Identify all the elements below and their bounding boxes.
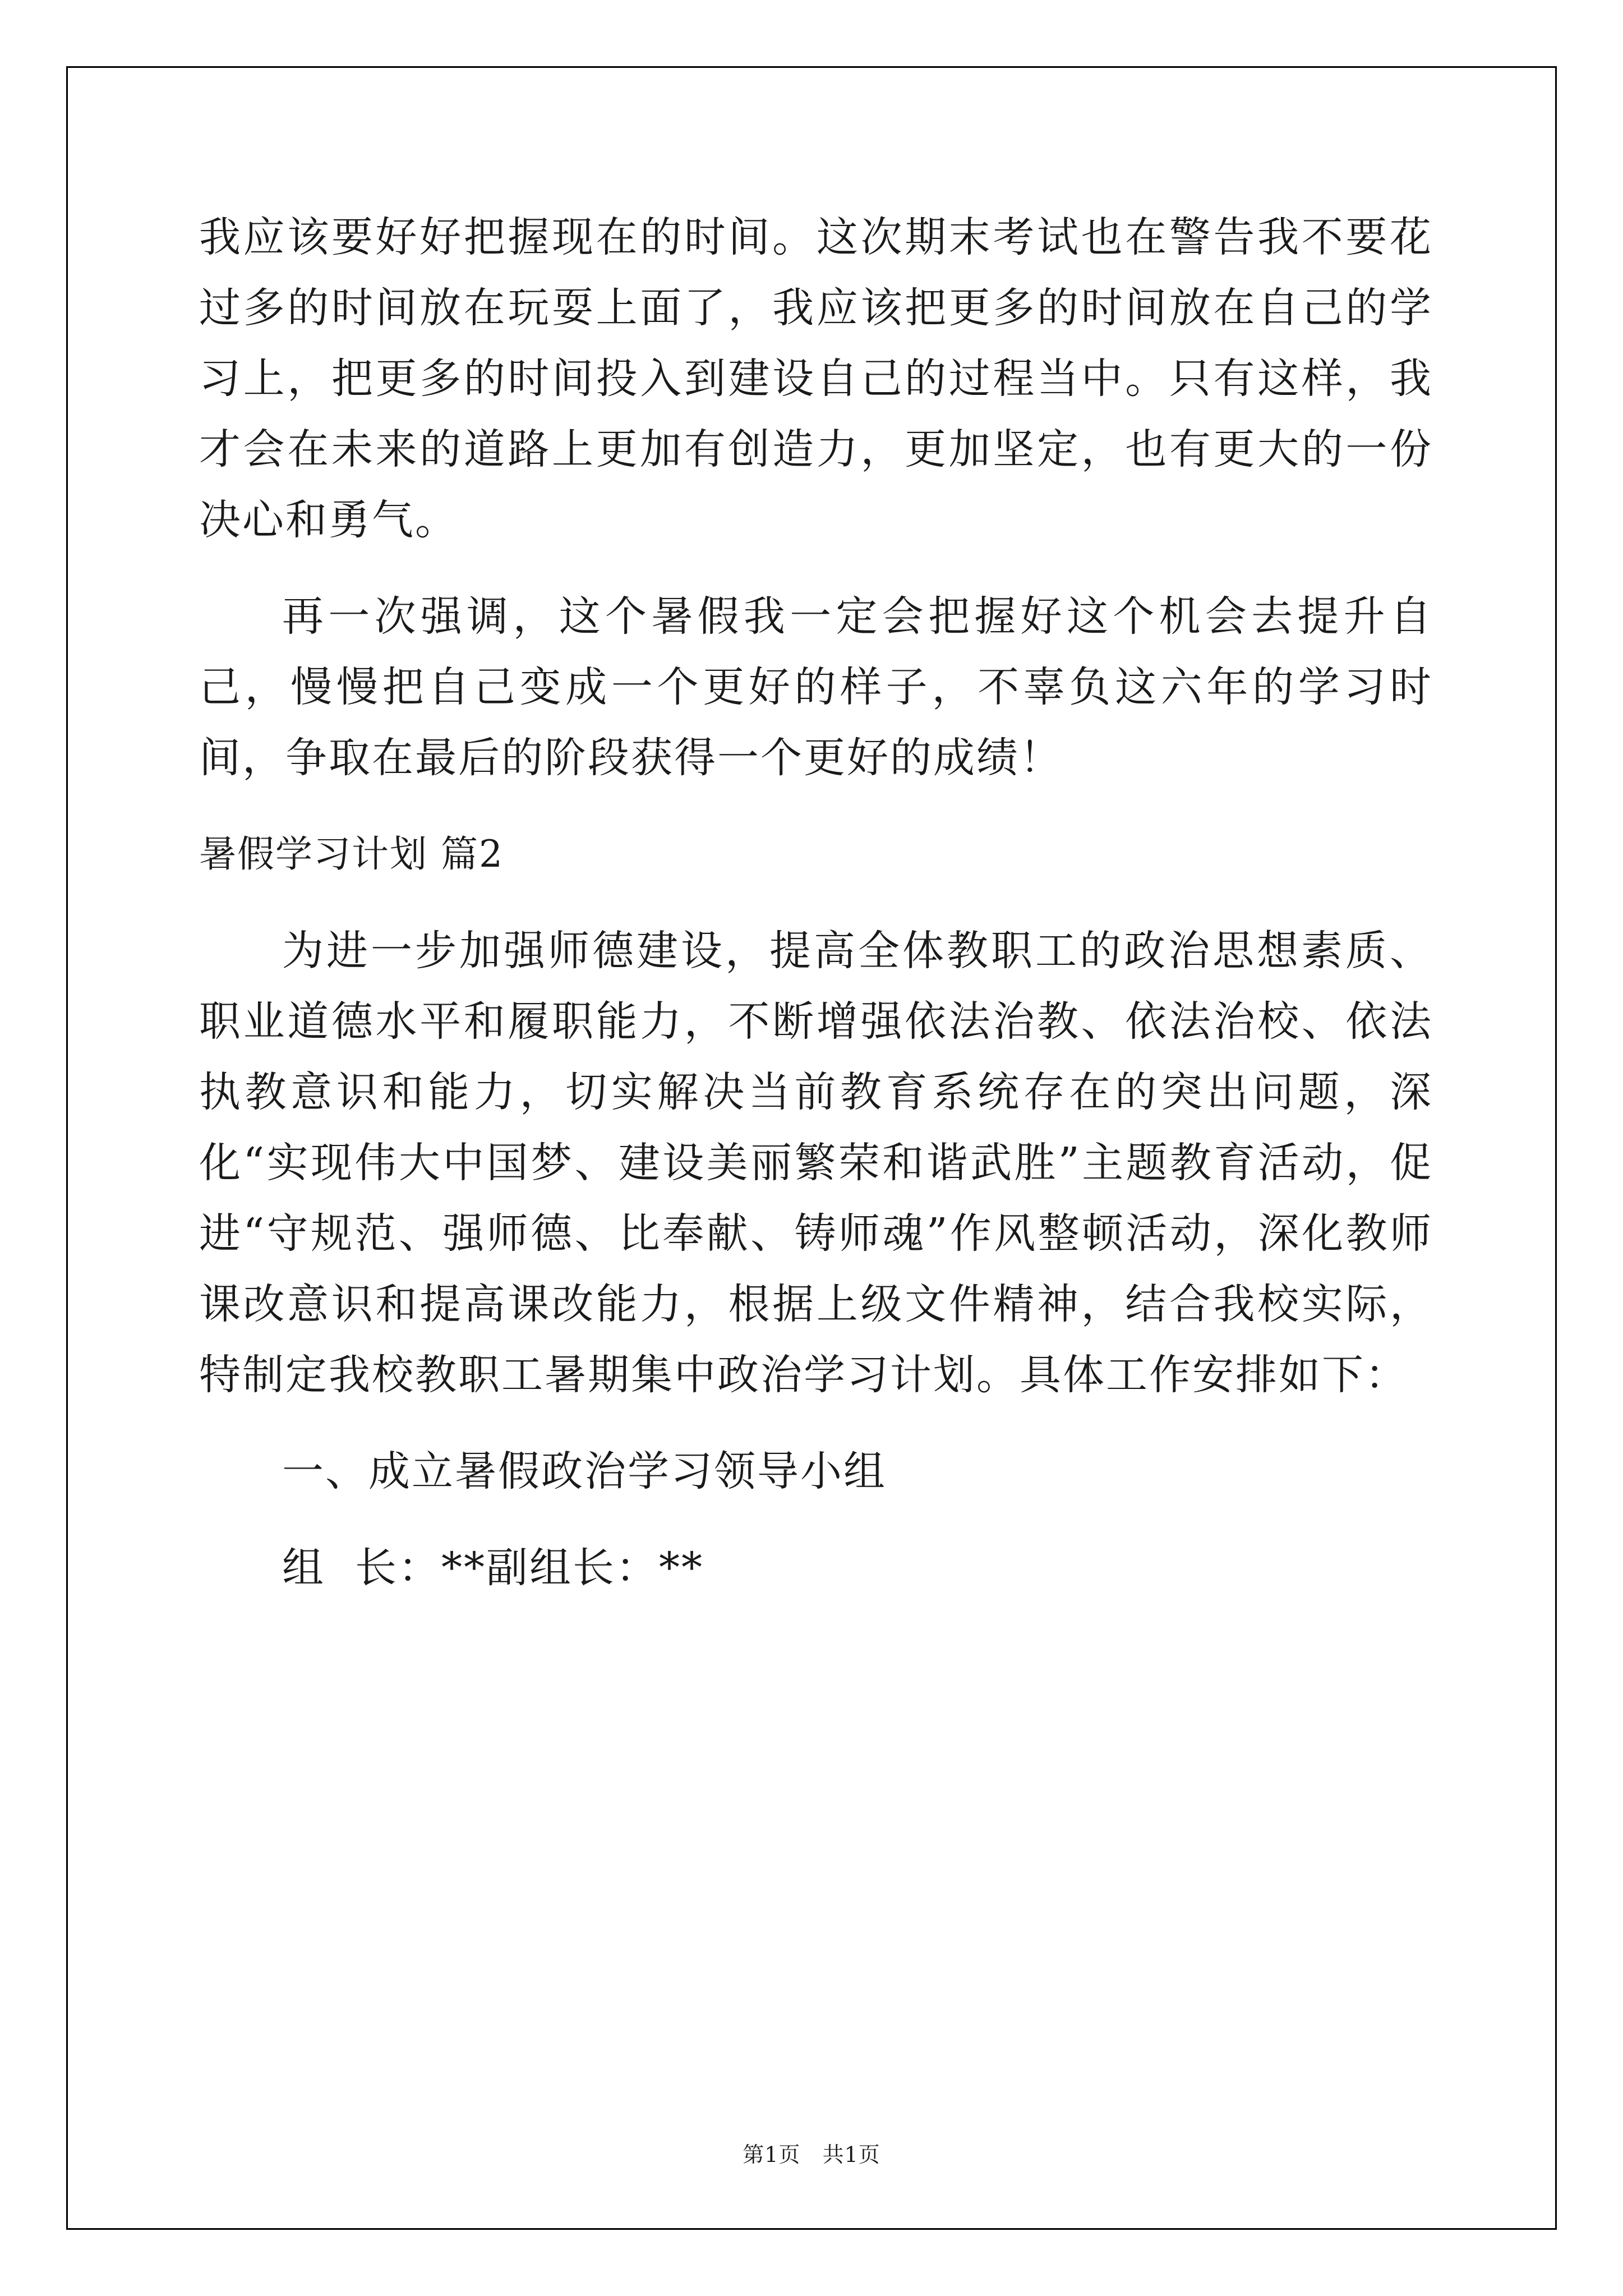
paragraph-continuation: 我应该要好好把握现在的时间。这次期末考试也在警告我不要花过多的时间放在玩耍上面了，我应该把更多的时间放在自己的学习上，把更多的时间投入到建设自己的过程当中。只有这样，我才会在未来的道路上更加有创造力，更加坚定，也有更大的一份决心和勇气。: [199, 213, 1433, 544]
page-footer: 第1页 共1页: [743, 2142, 880, 2167]
paragraph-plan-intro: 为进一步加强师德建设，提高全体教职工的政治思想素质、职业道德水平和履职能力，不断增强依法治教、依法治校、依法执教意识和能力，切实解决当前教育系统存在的突出问题，深化“实现伟大中国梦、建设美丽繁荣和谐武胜”主题教育活动，促进“守规范、强师德、比奉献、铸师魂”作风整顿活动，深化教师课改意识和提高课改能力，根据上级文件精神，结合我校实际，特制定我校教职工暑期集中政治学习计划。具体工作安排如下：: [199, 927, 1433, 1399]
document-body: [199, 202, 1433, 1603]
section-title: 暑假学习计划 篇2: [199, 832, 504, 876]
paragraph-group-leaders: 组 长：**副组长：**: [282, 1544, 704, 1592]
paragraph-summer-commitment: 再一次强调，这个暑假我一定会把握好这个机会去提升自己，慢慢把自己变成一个更好的样子，不辜负这六年的学习时间，争取在最后的阶段获得一个更好的成绩！: [199, 592, 1433, 782]
paragraph-section-heading-1: 一、成立暑假政治学习领导小组: [282, 1447, 887, 1496]
